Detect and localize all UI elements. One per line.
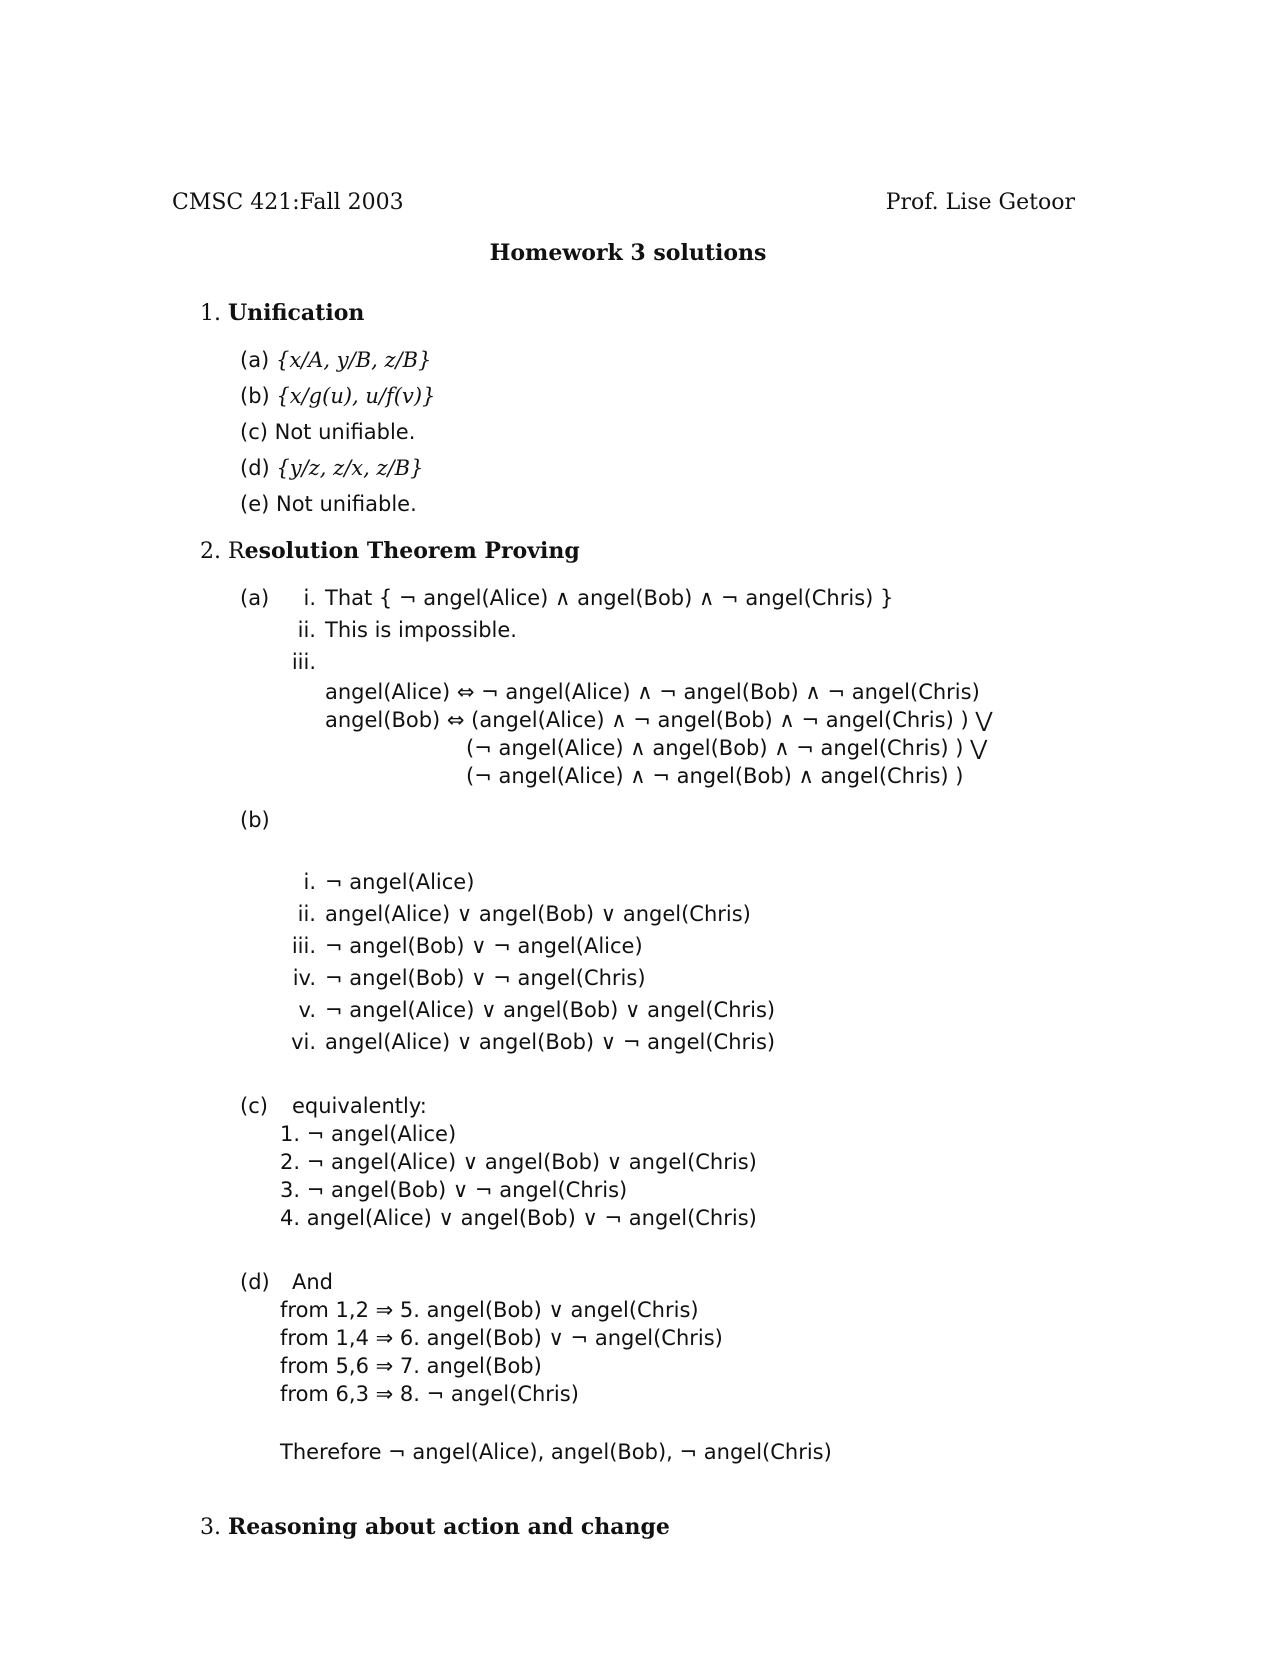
part-b-v-text: ¬ angel(Alice) ∨ angel(Bob) ∨ angel(Chris) (325, 998, 776, 1022)
part-b-iv-text: ¬ angel(Bob) ∨ ¬ angel(Chris) (325, 966, 646, 990)
section-2-title-initial: R (228, 539, 245, 564)
section-3-title: Reasoning about action and change (228, 1514, 670, 1540)
part-d-line-2: from 1,4 ⇒ 6. angel(Bob) ∨ ¬ angel(Chris) (280, 1326, 723, 1350)
unification-item-e (240, 492, 417, 516)
unification-item-a (240, 348, 431, 372)
part-a-i-text: That { ¬ angel(Alice) ∧ angel(Bob) ∧ ¬ angel(Chris) } (325, 586, 894, 610)
section-1-title: Unification (228, 300, 365, 326)
item-label: (a) (240, 348, 270, 372)
part-b-ii-text: angel(Alice) ∨ angel(Bob) ∨ angel(Chris) (325, 902, 751, 926)
section-1-heading (200, 300, 364, 326)
section-2-title: esolution Theorem Proving (244, 538, 580, 564)
formula-line-1: angel(Alice) ⇔ ¬ angel(Alice) ∧ ¬ angel(Bob) ∧ ¬ angel(Chris) (325, 680, 980, 704)
part-a-label: (a) (240, 586, 270, 610)
item-text: {x/g(u), u/f(v)} (276, 384, 436, 408)
part-a-i-label: i. (303, 586, 316, 610)
item-label: (c) (240, 420, 268, 444)
section-2-heading (200, 538, 580, 564)
part-d-intro: And (292, 1270, 334, 1294)
instructor-header: Prof. Lise Getoor (885, 190, 1075, 215)
part-a-iii-label: iii. (291, 650, 316, 674)
part-c-line-3: 3. ¬ angel(Bob) ∨ ¬ angel(Chris) (280, 1178, 628, 1202)
part-d-line-3: from 5,6 ⇒ 7. angel(Bob) (280, 1354, 542, 1378)
item-label: (b) (240, 384, 270, 408)
part-b-iv-label: iv. (292, 966, 316, 990)
part-d-line-1: from 1,2 ⇒ 5. angel(Bob) ∨ angel(Chris) (280, 1298, 699, 1322)
item-text: {x/A, y/B, z/B} (275, 348, 432, 372)
formula-line-2: angel(Bob) ⇔ (angel(Alice) ∧ ¬ angel(Bob) ∧ ¬ angel(Chris) ) ⋁ (325, 708, 993, 732)
part-b-iii-label: iii. (291, 934, 316, 958)
part-d-label: (d) (240, 1270, 270, 1294)
item-text: Not unifiable. (276, 492, 417, 516)
part-d-conclusion: Therefore ¬ angel(Alice), angel(Bob), ¬ angel(Chris) (280, 1440, 832, 1464)
item-label: (d) (240, 456, 270, 480)
part-c-label: (c) (240, 1094, 268, 1118)
formula-line-4: (¬ angel(Alice) ∧ ¬ angel(Bob) ∧ angel(Chris) ) (466, 764, 964, 788)
item-label: (e) (240, 492, 270, 516)
part-b-vi-text: angel(Alice) ∨ angel(Bob) ∨ ¬ angel(Chris) (325, 1030, 776, 1054)
part-a-ii-text: This is impossible. (325, 618, 517, 642)
part-c-line-4: 4. angel(Alice) ∨ angel(Bob) ∨ ¬ angel(Chris) (280, 1206, 757, 1230)
unification-item-c (240, 420, 415, 444)
unification-item-d (240, 456, 423, 480)
part-a-ii-label: ii. (297, 618, 316, 642)
section-3-heading (200, 1514, 670, 1540)
part-b-i-text: ¬ angel(Alice) (325, 870, 475, 894)
section-1-number: 1. (200, 301, 221, 326)
unification-item-b (240, 384, 435, 408)
part-c-intro: equivalently: (292, 1094, 427, 1118)
course-header: CMSC 421:Fall 2003 (172, 190, 404, 215)
item-text: {y/z, z/x, z/B} (276, 456, 424, 480)
part-b-iii-text: ¬ angel(Bob) ∨ ¬ angel(Alice) (325, 934, 643, 958)
section-3-number: 3. (200, 1515, 221, 1540)
part-b-v-label: v. (298, 998, 316, 1022)
part-c-line-2: 2. ¬ angel(Alice) ∨ angel(Bob) ∨ angel(Chris) (280, 1150, 757, 1174)
page-title: Homework 3 solutions (489, 240, 767, 266)
part-d-line-4: from 6,3 ⇒ 8. ¬ angel(Chris) (280, 1382, 579, 1406)
part-b-ii-label: ii. (297, 902, 316, 926)
part-c-line-1: 1. ¬ angel(Alice) (280, 1122, 457, 1146)
part-b-i-label: i. (303, 870, 316, 894)
part-b-label: (b) (240, 808, 270, 832)
item-text: Not unifiable. (274, 420, 416, 444)
part-b-vi-label: vi. (291, 1030, 316, 1054)
formula-line-3: (¬ angel(Alice) ∧ angel(Bob) ∧ ¬ angel(Chris) ) ⋁ (466, 736, 988, 760)
section-2-number: 2. (200, 539, 221, 564)
